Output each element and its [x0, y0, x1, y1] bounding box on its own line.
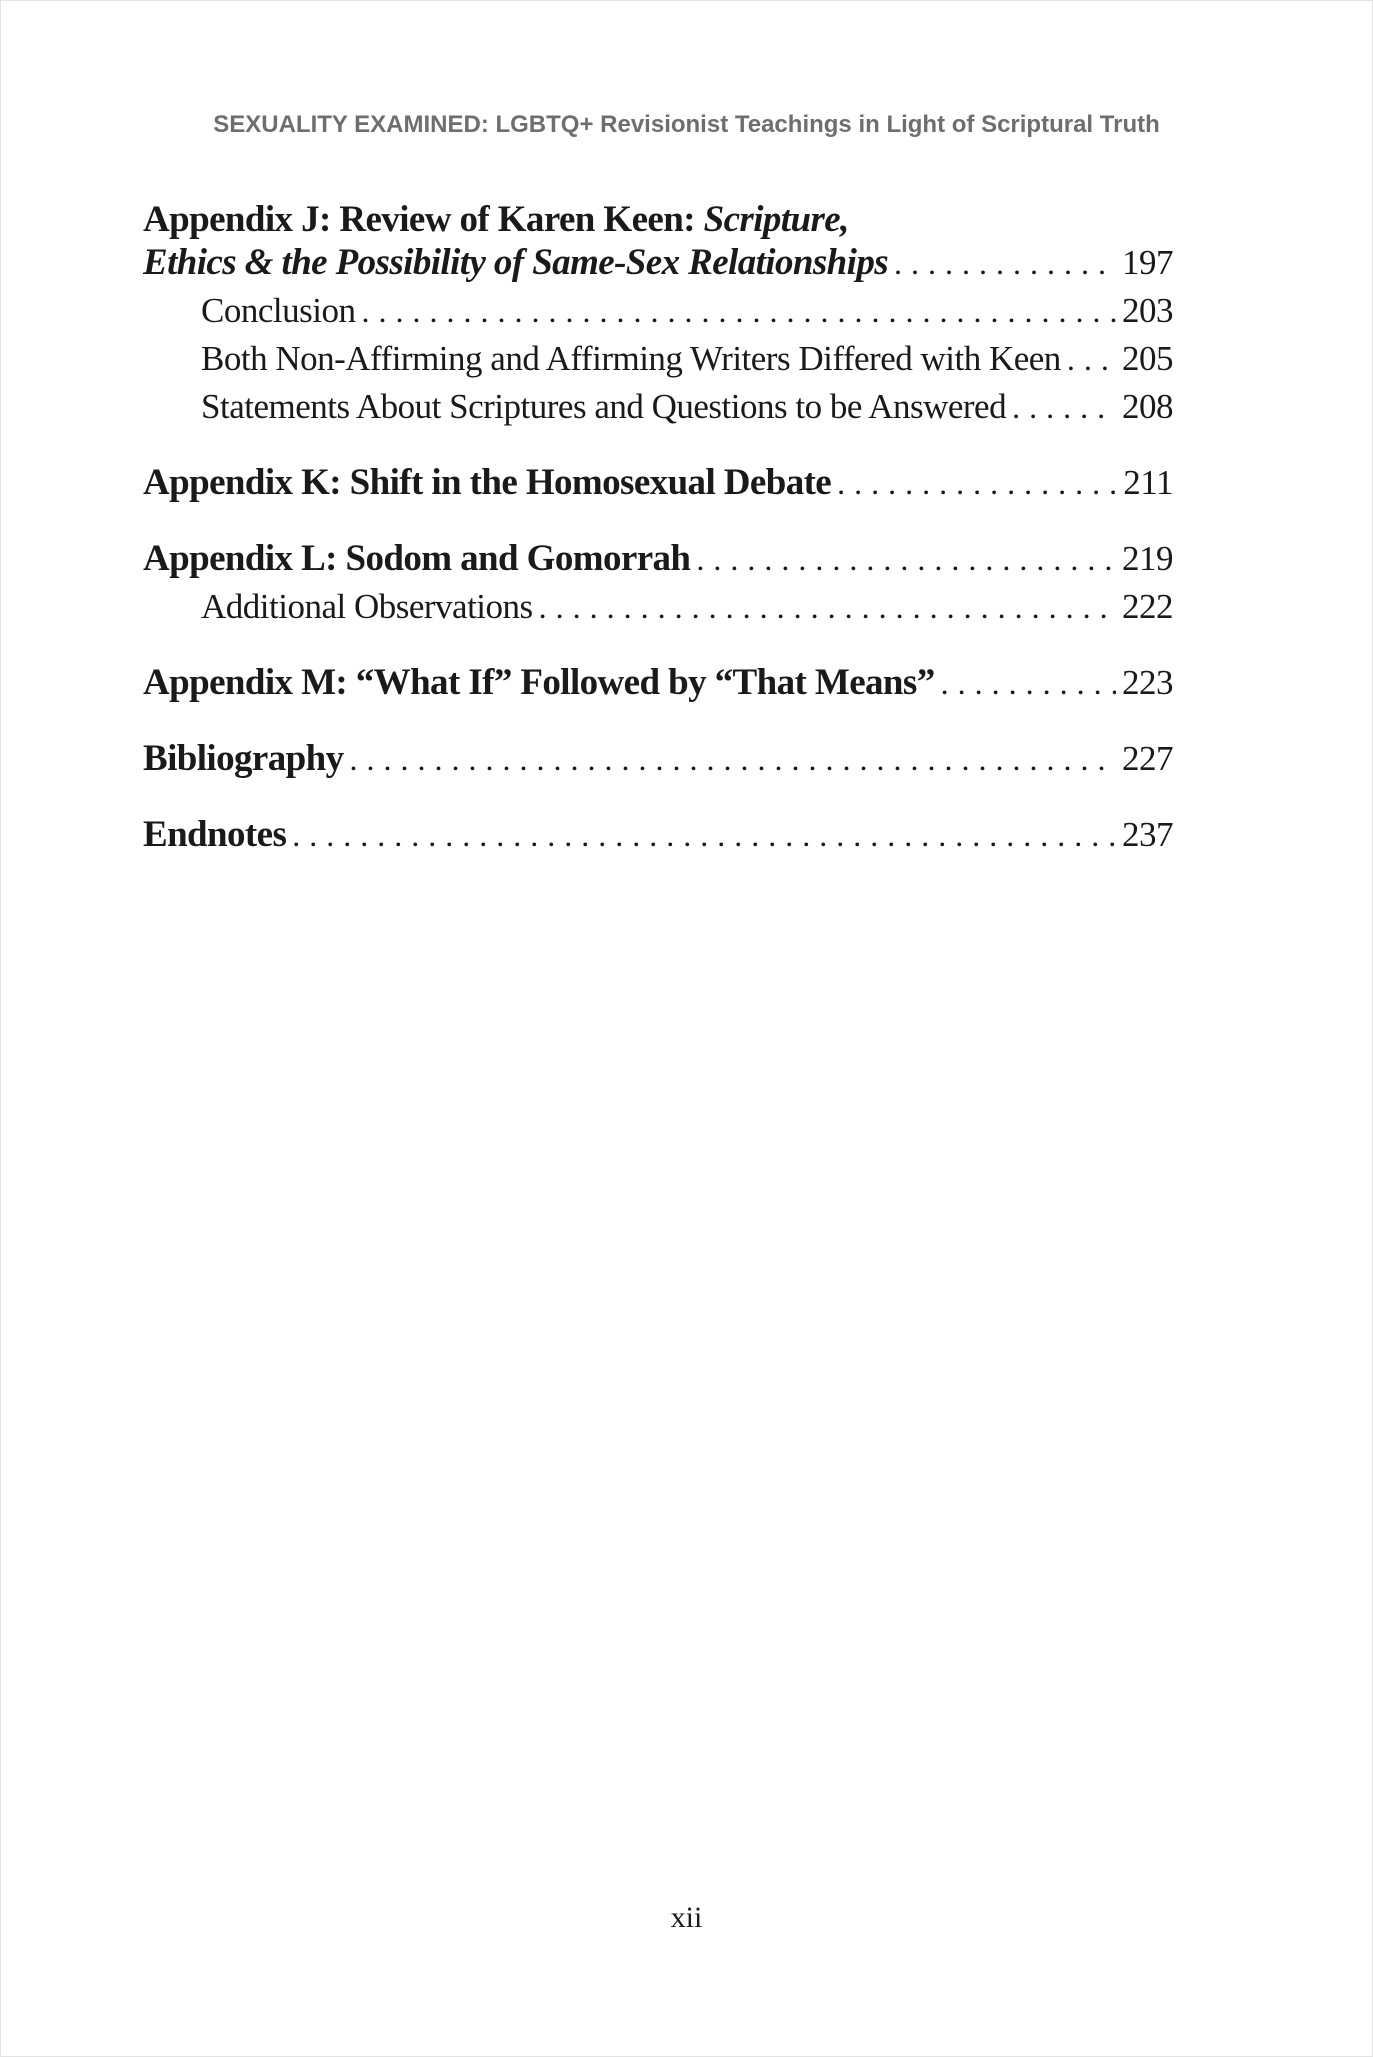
dot-leader — [292, 811, 1116, 859]
running-header: SEXUALITY EXAMINED: LGBTQ+ Revisionist Teachings in Light of Scriptural Truth — [213, 111, 1160, 138]
toc-page-number: 197 — [1122, 243, 1173, 282]
toc-entry-bibliography — [143, 735, 1173, 783]
toc-subentry-title: Both Non-Affirming and Affirming Writers Differed with Keen — [201, 339, 1061, 378]
toc-entry-appendix-l — [143, 535, 1173, 583]
toc-page-number: 205 — [1122, 339, 1173, 378]
toc-page-number: 223 — [1122, 663, 1173, 702]
toc-entry-title: Appendix J: Review of Karen Keen: — [143, 199, 704, 240]
dot-leader — [894, 239, 1116, 287]
toc-page-number: 227 — [1122, 739, 1173, 778]
toc-page-number: 219 — [1122, 539, 1173, 578]
toc-subentry-title: Statements About Scriptures and Questions to be Answered — [201, 387, 1007, 426]
toc-subentry-title: Conclusion — [201, 291, 356, 330]
toc-entry-appendix-j-line2 — [143, 239, 1173, 287]
toc-page-number: 211 — [1123, 463, 1173, 502]
dot-leader — [1067, 335, 1116, 383]
toc-subentry — [143, 335, 1173, 383]
toc-entry-appendix-k — [143, 459, 1173, 507]
page-number-footer: xii — [670, 1901, 703, 1934]
toc-subentry — [143, 383, 1173, 431]
toc-page-number: 237 — [1122, 815, 1173, 854]
dot-leader — [349, 735, 1116, 783]
toc-subentry — [143, 287, 1173, 335]
toc-page-number: 222 — [1122, 587, 1173, 626]
toc-entry-title-italic: Scripture, — [703, 199, 849, 240]
toc-subentry-title: Additional Observations — [201, 587, 533, 626]
toc-entry-title: Appendix M: “What If” Followed by “That Means” — [143, 662, 935, 703]
toc-entry-title-italic: Ethics & the Possibility of Same-Sex Relationships — [143, 242, 889, 283]
toc-entry-title: Bibliography — [143, 738, 344, 779]
toc-entry-title: Appendix L: Sodom and Gomorrah — [143, 538, 691, 579]
toc-entry-appendix-j-line1 — [143, 201, 1173, 239]
dot-leader — [696, 535, 1116, 583]
dot-leader — [837, 459, 1117, 507]
toc-entry-appendix-m — [143, 659, 1173, 707]
dot-leader — [539, 583, 1116, 631]
dot-leader — [1012, 383, 1116, 431]
toc-entry-title: Endnotes — [143, 814, 287, 855]
toc-entry-title: Appendix K: Shift in the Homosexual Debate — [143, 462, 832, 503]
dot-leader — [361, 287, 1116, 335]
toc-subentry — [143, 583, 1173, 631]
toc-entry-endnotes — [143, 811, 1173, 859]
toc-page-number: 203 — [1122, 291, 1173, 330]
dot-leader — [941, 659, 1116, 707]
toc-page-number: 208 — [1122, 387, 1173, 426]
table-of-contents — [143, 201, 1173, 859]
